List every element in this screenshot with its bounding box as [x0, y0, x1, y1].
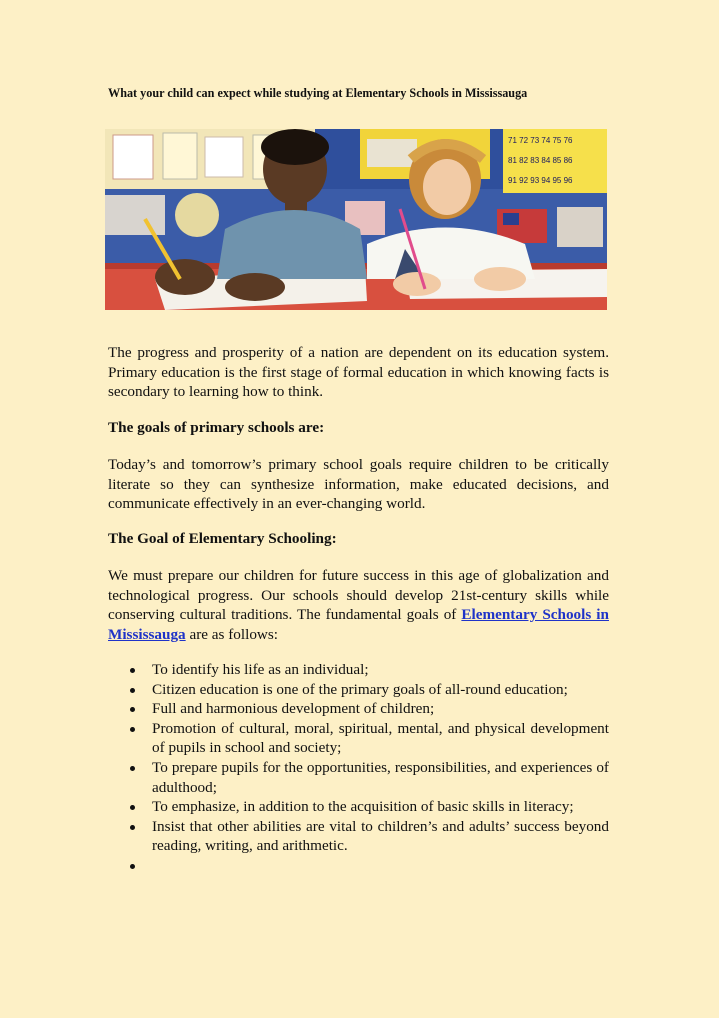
bullet-icon [130, 825, 135, 830]
elementary-paragraph-tail: are as follows: [185, 625, 279, 643]
list-item-text: To emphasize, in addition to the acquisition of basic skills in literacy; [152, 798, 574, 816]
list-item [108, 660, 609, 680]
elementary-paragraph-text: We must prepare our children for future success in this age of globalization and technological progress. Our schools should develop 21st-century skills while conserving cultural traditions. The fundamental goals of [108, 567, 609, 624]
bullet-icon [130, 805, 135, 810]
list-item [108, 680, 609, 700]
list-item-text: Promotion of cultural, moral, spiritual, mental, and physical development of pupils in school and society; [152, 719, 609, 757]
classroom-photo-illustration [105, 129, 607, 310]
bullet-icon [130, 727, 135, 732]
classroom-photo [105, 129, 607, 310]
document-title: What your child can expect while studying at Elementary Schools in Mississauga [108, 86, 528, 100]
number-chart [508, 136, 573, 185]
list-item-empty [108, 856, 609, 876]
list-item-text: Full and harmonious development of children; [152, 700, 435, 718]
goals-heading: The goals of primary schools are: [108, 419, 325, 436]
elementary-paragraph [108, 566, 609, 644]
bullet-icon [130, 688, 135, 693]
list-item [108, 699, 609, 719]
bullet-icon [130, 668, 135, 673]
elementary-heading: The Goal of Elementary Schooling: [108, 530, 337, 547]
number-chart-row-3: 91 92 93 94 95 96 [508, 176, 573, 185]
list-item-text: To identify his life as an individual; [152, 661, 369, 678]
list-item-text: To prepare pupils for the opportunities, responsibilities, and experiences of adulthood; [152, 758, 609, 796]
goals-list [108, 660, 609, 876]
number-chart-row-1: 71 72 73 74 75 76 [508, 136, 573, 145]
list-item [108, 797, 609, 817]
list-item [108, 719, 609, 758]
list-item-text: Citizen education is one of the primary goals of all-round education; [152, 680, 568, 698]
goals-paragraph: Today’s and tomorrow’s primary school goals require children to be critically literate so they can synthesize information, make educated decisions, and communicate effectively in an ever-changing world. [108, 456, 609, 513]
list-item [108, 758, 609, 797]
number-chart-row-2: 81 82 83 84 85 86 [508, 156, 573, 165]
bullet-icon [130, 864, 135, 869]
list-item-text: Insist that other abilities are vital to children’s and adults’ success beyond reading, writing, and arithmetic. [152, 817, 609, 855]
elementary-schools-link[interactable]: Elementary Schools in Mississauga [108, 606, 609, 643]
list-item [108, 817, 609, 856]
intro-paragraph: The progress and prosperity of a nation are dependent on its education system. Primary education is the first stage of formal education in which knowing facts is secondary to learning how to think. [108, 344, 609, 401]
bullet-icon [130, 707, 135, 712]
bullet-icon [130, 766, 135, 771]
